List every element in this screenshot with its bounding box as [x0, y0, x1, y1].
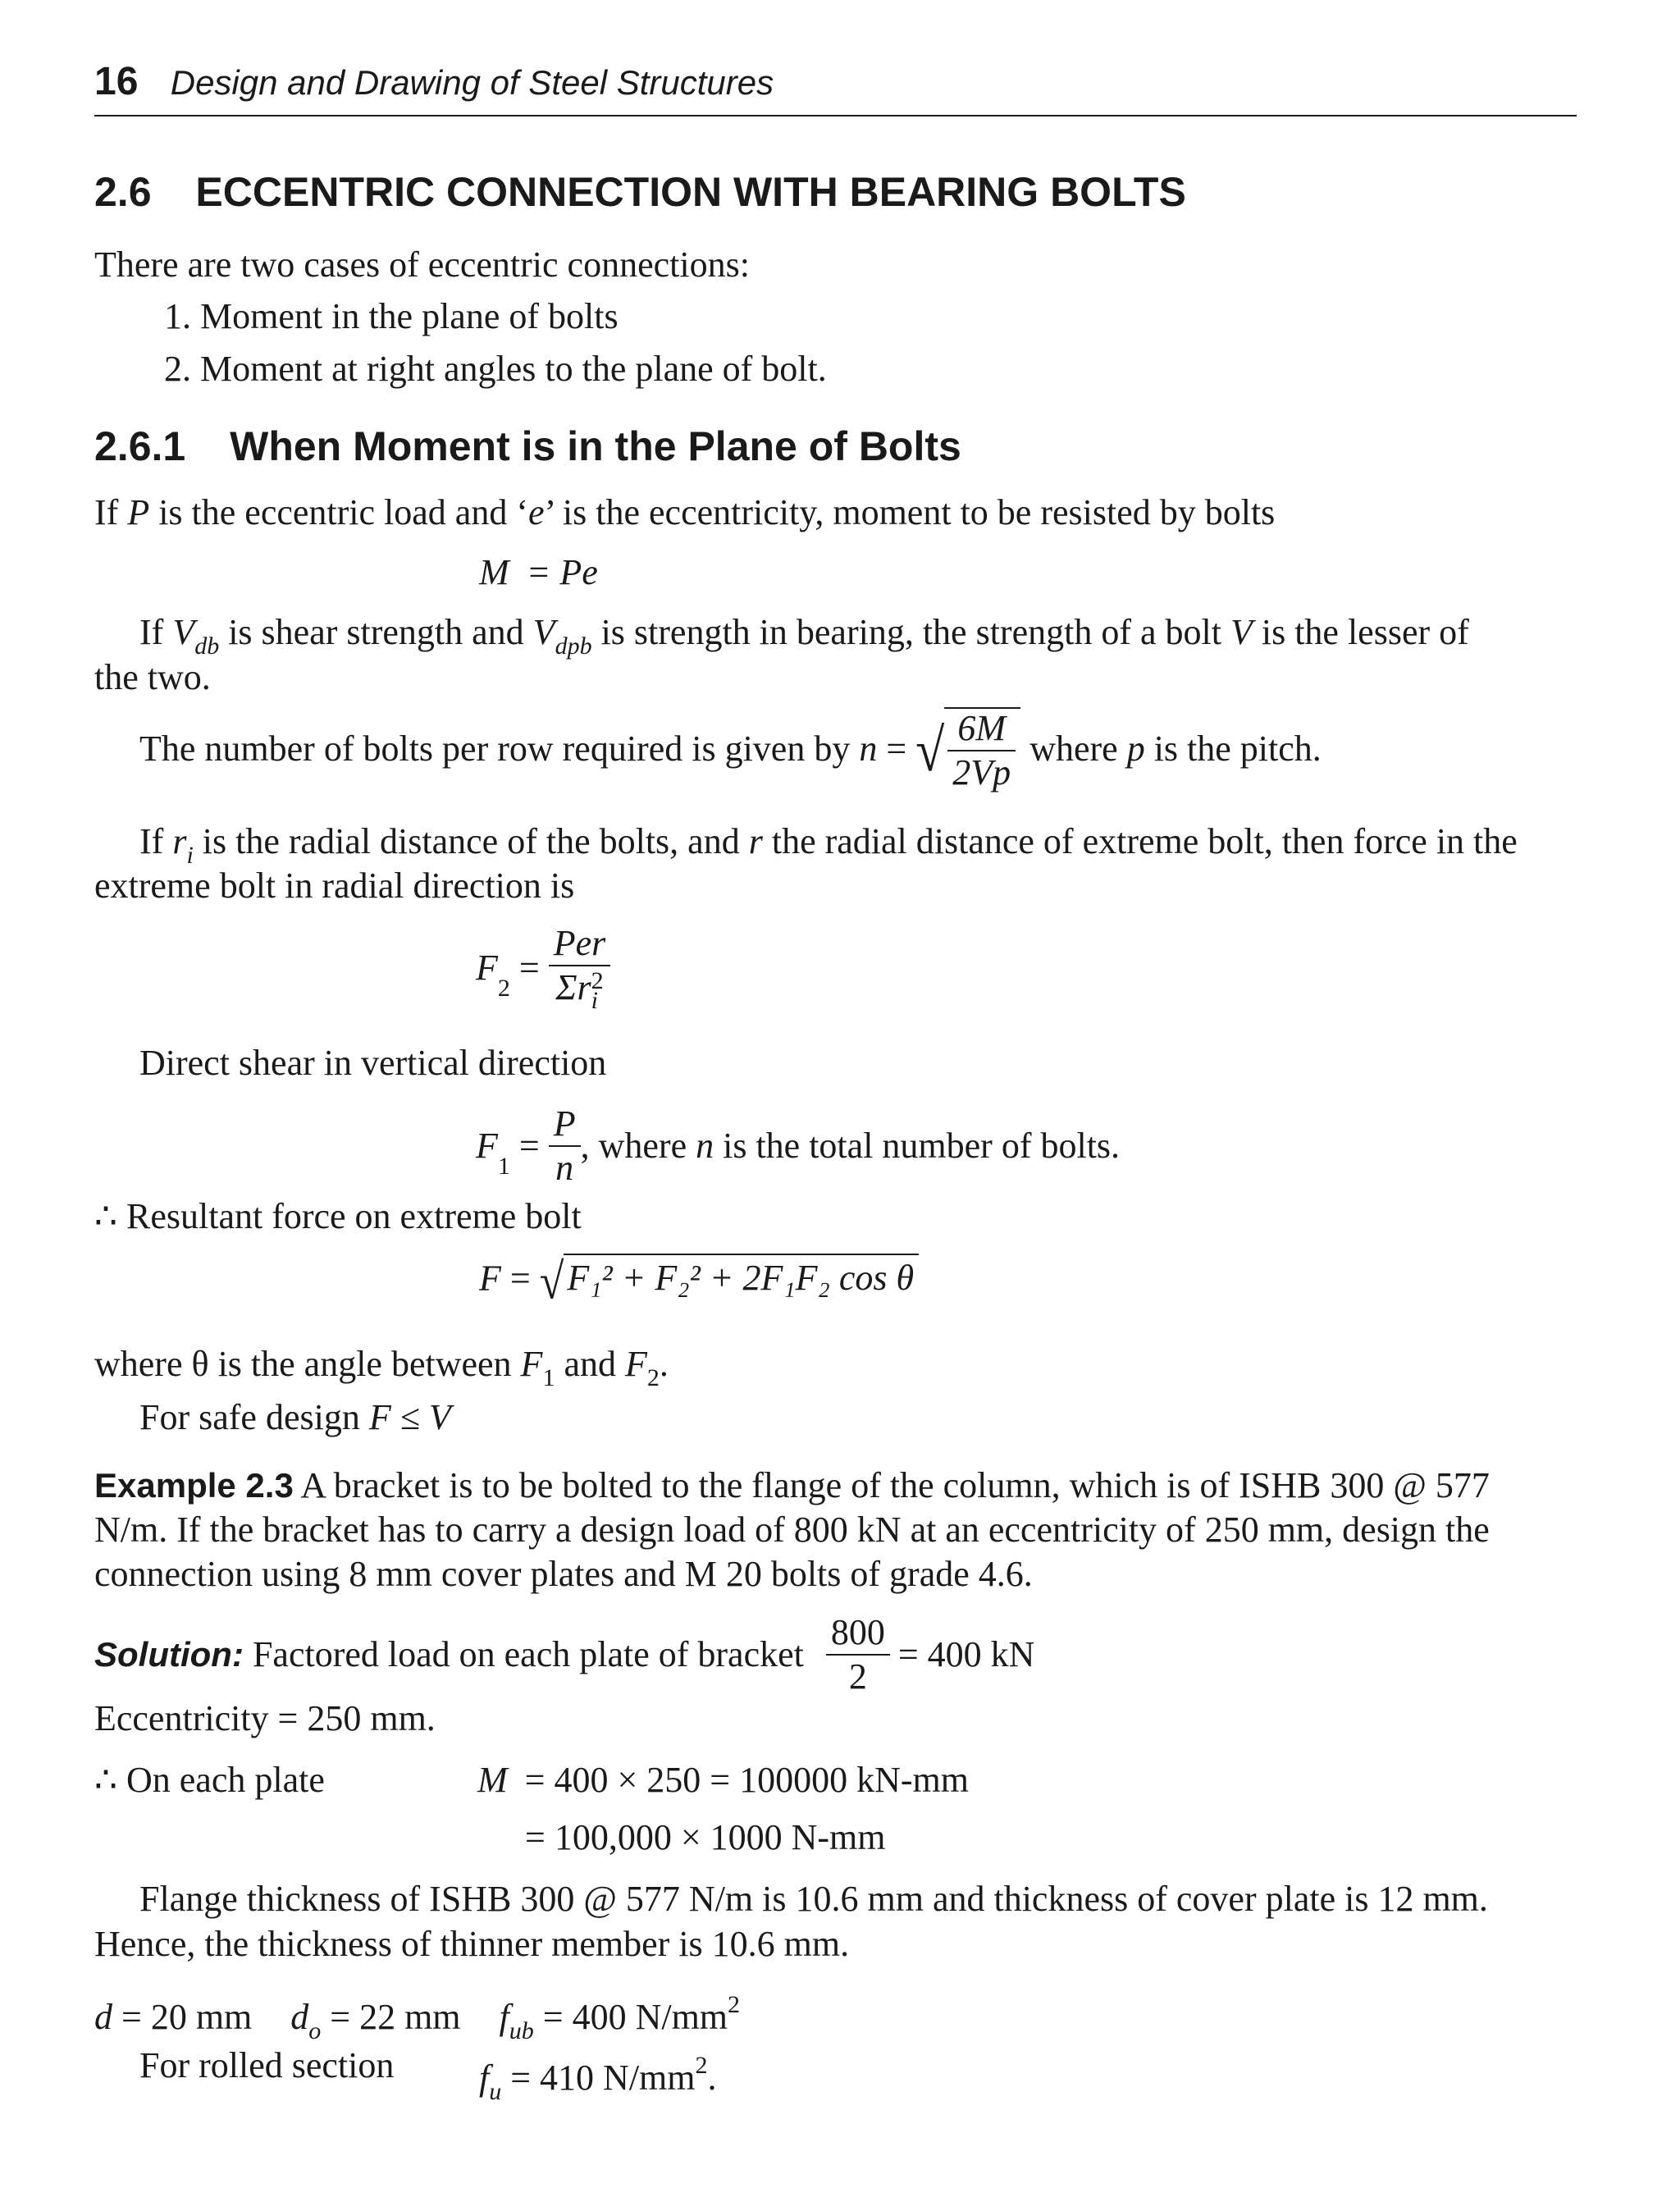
- solution-moment: M = 400 × 250 = 100000 kN-mm: [477, 1760, 969, 1800]
- solution-eccentricity: Eccentricity = 250 mm.: [94, 1698, 436, 1738]
- page-header: [94, 59, 774, 104]
- equation-f2: $F_2$ = Per Σr 2 i: [476, 925, 610, 1011]
- case-item-1: 1. Moment in the plane of bolts: [164, 296, 619, 336]
- paragraph-number-of-bolts: The number of bolts per row required is given by n = √ $\frac{6M}{2Vp}$ where p is the pitch.: [139, 708, 1322, 792]
- solution-flange-line2: Hence, the thickness of thinner member is 10.6 mm.: [94, 1924, 850, 1964]
- example-label: Example 2.3: [94, 1466, 294, 1505]
- section-title: ECCENTRIC CONNECTION WITH BEARING BOLTS: [195, 169, 1186, 215]
- example-2-3-line1: Example 2.3 A bracket is to be bolted to the flange of the column, which is of ISHB 300 @ 577: [94, 1465, 1490, 1505]
- section-heading-2-6: [94, 168, 1186, 216]
- equation-resultant: F = √F₁² + F₂² + 2F₁F₂ cos θ: [479, 1254, 919, 1304]
- paragraph-direct-shear: Direct shear in vertical direction: [139, 1043, 607, 1083]
- paragraph-safe-design: For safe design F ≤ V: [139, 1397, 451, 1437]
- equation-f1: $F_1$ = $\frac{P}{n}$ , where n is the total number of bolts.: [476, 1103, 1121, 1188]
- paragraph-radial-distance: If $r_i$ is the radial distance of the bolts, and r the radial distance of extreme bolt, then force in the: [139, 821, 1518, 869]
- fraction-6m-2vp: $\frac{6M}{2Vp}$: [947, 710, 1016, 791]
- solution-moment-label: ∴ On each plate: [94, 1760, 325, 1800]
- paragraph-resultant-force: ∴ Resultant force on extreme bolt: [94, 1196, 582, 1236]
- section-intro: There are two cases of eccentric connections:: [94, 244, 750, 285]
- subsection-number: 2.6.1: [94, 423, 186, 469]
- solution-rolled-section-fu: $f_u = 410$ $N/mm^2$.: [479, 2052, 717, 2105]
- solution-flange-line1: Flange thickness of ISHB 300 @ 577 N/m is 10.6 mm and thickness of cover plate is 12 mm.: [139, 1879, 1488, 1919]
- page-number: 16: [94, 60, 139, 103]
- paragraph-theta: where θ is the angle between $F_1$ and $F_2$.: [94, 1344, 669, 1391]
- paragraph-bolt-strength: If $V_{db}$ is shear strength and $V_{dpb}$ is strength in bearing, the strength of a bolt V is the lesser of: [139, 612, 1469, 660]
- example-2-3-line3: connection using 8 mm cover plates and M 20 bolts of grade 4.6.: [94, 1554, 1033, 1594]
- section-number: 2.6: [94, 169, 152, 215]
- case-item-2: 2. Moment at right angles to the plane of bolt.: [164, 349, 827, 389]
- sqrt-resultant: √F₁² + F₂² + 2F₁F₂ cos θ: [540, 1254, 919, 1304]
- solution-label: Solution:: [94, 1635, 244, 1674]
- header-rule: [94, 115, 1577, 116]
- fraction-per-sum-ri2: Per Σr 2 i: [549, 925, 611, 1011]
- paragraph-bolt-strength-line2: the two.: [94, 657, 211, 697]
- fraction-p-n: $\frac{P}{n}$: [549, 1106, 581, 1186]
- subsection-title: When Moment is in the Plane of Bolts: [230, 423, 961, 469]
- example-2-3-line2: N/m. If the bracket has to carry a design load of 800 kN at an eccentricity of 250 mm, design the: [94, 1510, 1490, 1550]
- sqrt-expression: √ $\frac{6M}{2Vp}$: [915, 707, 1020, 791]
- solution-bolt-parameters: d = 20 mm $d_o = 22$ mm $f_{ub} = 400$ $N/mm^2$: [94, 1991, 741, 2044]
- paragraph-radial-distance-line2: extreme bolt in radial direction is: [94, 866, 575, 906]
- equation-moment: M = Pe: [479, 552, 598, 592]
- paragraph-eccentric-load: If P is the eccentric load and ‘e’ is the eccentricity, moment to be resisted by bolts: [94, 492, 1276, 532]
- solution-line1: Solution: Factored load on each plate of bracket $\frac{800}{2}$ = 400 kN: [94, 1612, 1035, 1697]
- solution-moment-nmm: = 100,000 × 1000 N-mm: [525, 1817, 886, 1857]
- solution-rolled-section-label: For rolled section: [139, 2045, 395, 2085]
- fraction-800-2: $\frac{800}{2}$: [826, 1615, 890, 1695]
- subsection-heading-2-6-1: [94, 422, 961, 470]
- running-title: Design and Drawing of Steel Structures: [170, 63, 774, 102]
